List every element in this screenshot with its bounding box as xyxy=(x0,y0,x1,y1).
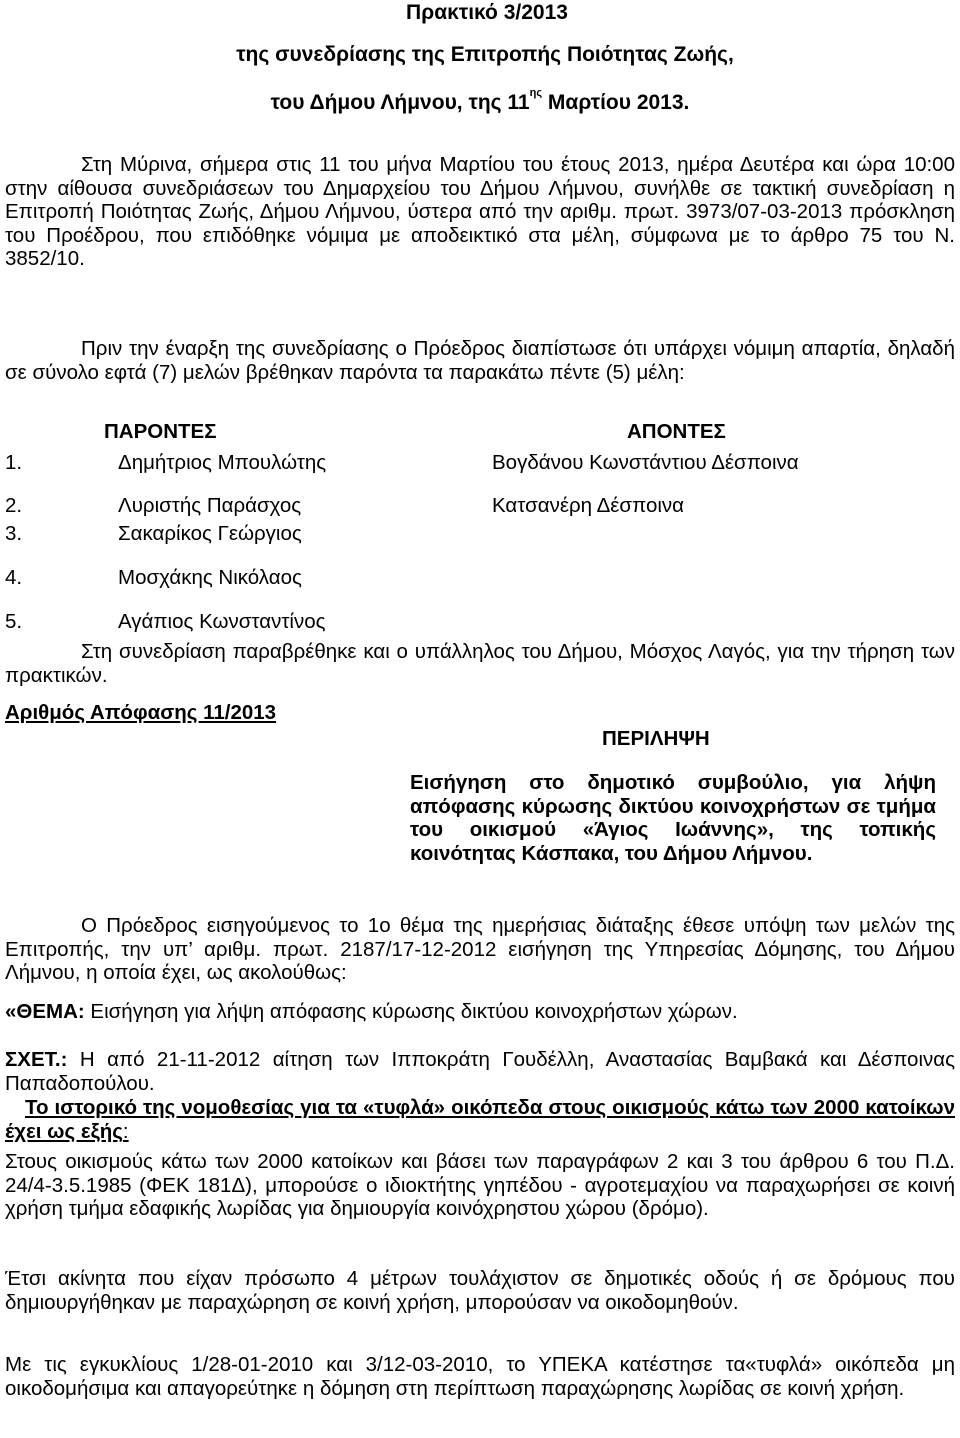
president-paragraph: Ο Πρόεδρος εισηγούμενος το 1ο θέμα της ημερήσιας διάταξης έθεσε υπόψη των μελών της Επιτροπής, την υπ’ αριθμ. πρωτ. 2187/17-12-2012 εισήγηση της Υπηρεσίας Δόμησης, του Δήμου Λήμνου, η οποία έχει, ως ακολούθως: xyxy=(5,914,955,985)
intro-paragraph: Στη Μύρινα, σήμερα στις 11 του μήνα Μαρτίου του έτους 2013, ημέρα Δευτέρα και ώρα 10:00 στην αίθουσα συνεδριάσεων του Δημαρχείου του Δήμου Λήμνου, συνήλθε σε τακτική συνεδρίαση η Επιτροπή Ποιότητας Ζωής, Δήμου Λήμνου, ύστερα από την αριθμ. πρωτ. 3973/07-03-2013 πρόσκληση του Προέδρου, που επιδόθηκε νόμιμα με αποδεικτικό στα μέλη, σύμφωνα με το άρθρο 75 του Ν. 3852/10. xyxy=(5,153,955,271)
circulars-paragraph: Με τις εγκυκλίους 1/28-01-2010 και 3/12-03-2010, το ΥΠΕΚΑ κατέστησε τα«τυφλά» οικόπεδα μη οικοδομήσιμα και απαγορεύτηκε η δόμηση στη περίπτωση παραχώρησης λωρίδας σε κοινή χρήση. xyxy=(5,1353,955,1400)
summary-text: Εισήγηση στο δημοτικό συμβούλιο, για λήψη απόφασης κύρωσης δικτύου κοινοχρήστων σε τμήμα του οικισμού «Άγιος Ιωάννης», της τοπικής κοινότητας Κάσπακα, του Δήμου Λήμνου. xyxy=(410,771,936,865)
history-heading-text: Το ιστορικό της νομοθεσίας για τα «τυφλά» οικόπεδα στους οικισμούς κάτω των 2000 κατοίκων έχει ως εξής xyxy=(5,1096,955,1143)
meeting-subtitle: της συνεδρίασης της Επιτροπής Ποιότητας Ζωής, xyxy=(236,43,734,66)
list-item-name: Αγάπιος Κωνσταντίνος xyxy=(118,610,326,633)
subject-label: «ΘΕΜΑ: xyxy=(5,1000,85,1023)
list-item-name: Μοσχάκης Νικόλαος xyxy=(118,566,302,589)
date-prefix: του Δήμου Λήμνου, της 11 xyxy=(270,91,530,114)
decision-number: Αριθμός Απόφασης 11/2013 xyxy=(5,701,277,724)
date-ordinal: ης xyxy=(529,87,543,99)
history-heading-colon: : xyxy=(122,1119,129,1143)
list-item-number: 3. xyxy=(5,522,23,545)
summary-title: ΠΕΡΙΛΗΨΗ xyxy=(602,727,710,750)
reference-line xyxy=(5,1048,955,1095)
list-item-name: Σακαρίκος Γεώργιος xyxy=(118,522,302,545)
date-suffix: Μαρτίου 2013. xyxy=(542,91,690,114)
list-item-number: 2. xyxy=(5,494,23,517)
history-heading xyxy=(5,1096,955,1143)
reference-text: Η από 21-11-2012 αίτηση των Ιπποκράτη Γουδέλλη, Αναστασίας Βαμβακά και Δέσποινας Παπαδοπούλου. xyxy=(5,1048,955,1095)
list-item-name: Δημήτριος Μπουλώτης xyxy=(118,451,327,474)
subject-text: Εισήγηση για λήψη απόφασης κύρωσης δικτύου κοινοχρήστων χώρων. xyxy=(84,1000,738,1023)
subject-line xyxy=(5,1000,955,1024)
list-item-number: 5. xyxy=(5,610,23,633)
employee-paragraph: Στη συνεδρίαση παραβρέθηκε και ο υπάλληλος του Δήμου, Μόσχος Λαγός, για την τήρηση των πρακτικών. xyxy=(5,640,955,687)
reference-label: ΣΧΕΤ.: xyxy=(5,1048,68,1071)
properties-paragraph: Έτσι ακίνητα που είχαν πρόσωπο 4 μέτρων τουλάχιστον σε δημοτικές οδούς ή σε δρόμους που δημιουργήθηκαν με παραχώρηση σε κοινή χρήση, μπορούσαν να οικοδομηθούν. xyxy=(5,1267,955,1314)
minutes-title: Πρακτικό 3/2013 xyxy=(406,1,568,24)
absent-member: Κατσανέρη Δέσποινα xyxy=(492,494,684,517)
list-item-name: Λυριστής Παράσχος xyxy=(118,494,302,517)
present-heading: ΠΑΡΟΝΤΕΣ xyxy=(104,420,217,443)
quorum-paragraph: Πριν την έναρξη της συνεδρίασης ο Πρόεδρος διαπίστωσε ότι υπάρχει νόμιμη απαρτία, δηλαδή σε σύνολο εφτά (7) μελών βρέθηκαν παρόντα τα παρακάτω πέντε (5) μέλη: xyxy=(5,337,955,384)
list-item-number: 1. xyxy=(5,451,23,474)
absent-member: Βογδάνου Κωνστάντιου Δέσποινα xyxy=(492,451,799,474)
list-item-number: 4. xyxy=(5,566,23,589)
meeting-date-line xyxy=(0,87,960,115)
settlements-paragraph: Στους οικισμούς κάτω των 2000 κατοίκων και βάσει των παραγράφων 2 και 3 του άρθρου 6 του Π.Δ. 24/4-3.5.1985 (ΦΕΚ 181Δ), μπορούσε ο ιδιοκτήτης γηπέδου - αγροτεμαχίου να παραχωρήσει σε κοινή χρήση τμήμα εδαφικής λωρίδας για δημιουργία κοινόχρηστου χώρου (δρόμο). xyxy=(5,1150,955,1221)
absent-heading: ΑΠΟΝΤΕΣ xyxy=(627,420,726,443)
